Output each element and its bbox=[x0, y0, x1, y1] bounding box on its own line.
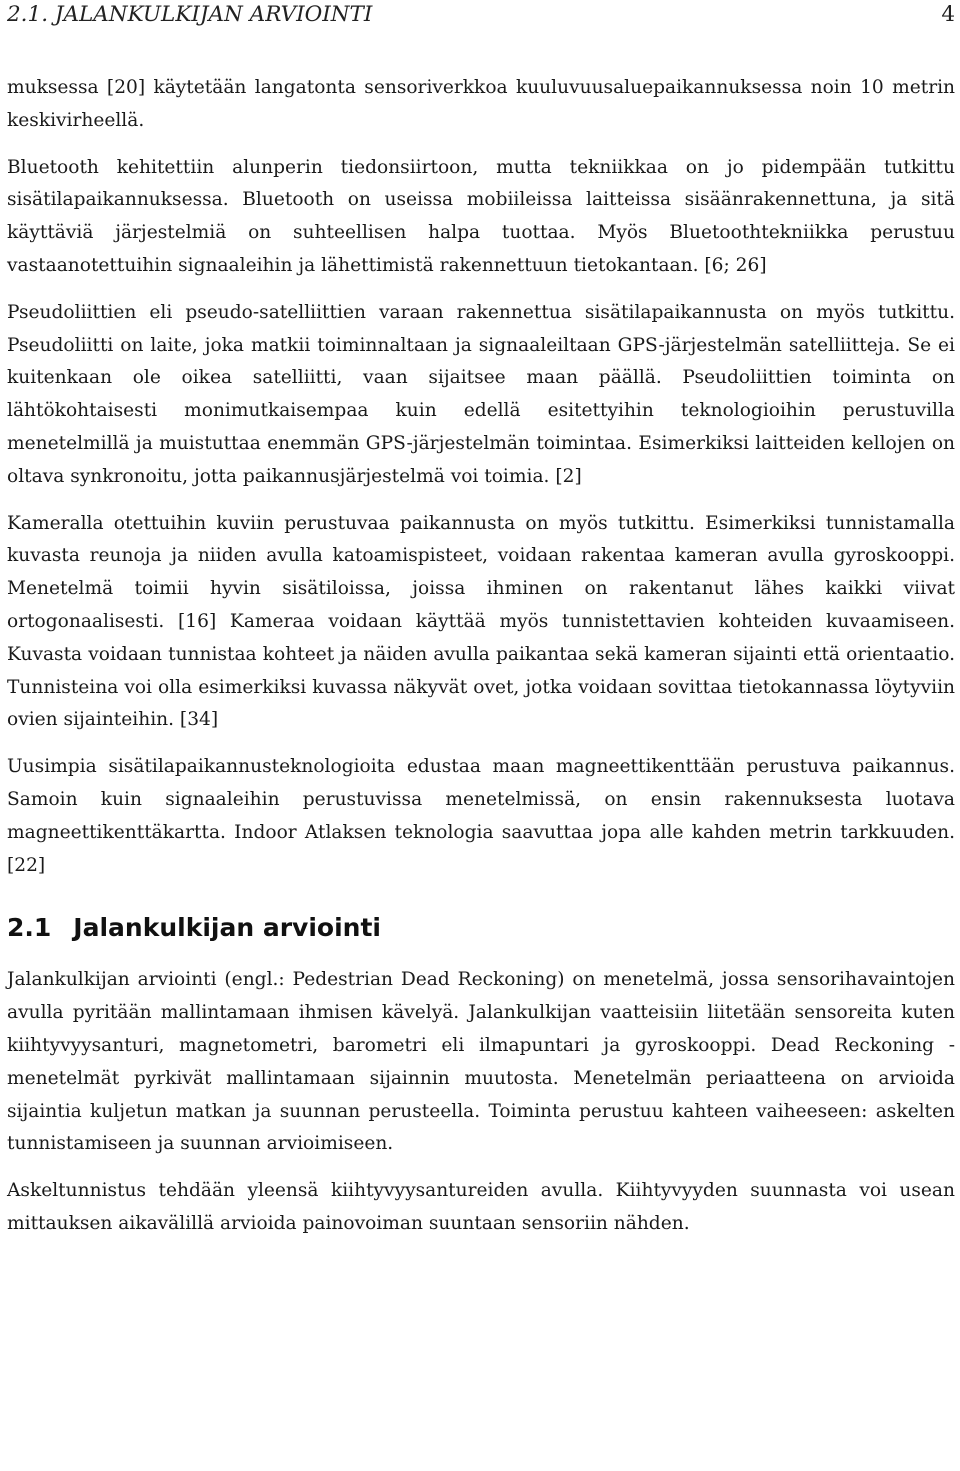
section-heading bbox=[7, 908, 955, 948]
paragraph: Uusimpia sisätilapaikannusteknologioita edustaa maan magneettikenttään perustuva paikannus. Samoin kuin signaaleihin perustuvissa menetelmissä, on ensin rakennuksesta luotava magneettikenttäkartta. Indoor Atlaksen teknologia saavuttaa jopa alle kahden metrin tarkkuuden. [22] bbox=[7, 756, 955, 876]
paragraph: muksessa [20] käytetään langatonta sensoriverkkoa kuuluvuusaluepaikannuksessa noin 10 metrin keskivirheellä. bbox=[7, 77, 955, 131]
paragraph: Pseudoliittien eli pseudo-satelliittien varaan rakennettua sisätilapaikannusta on myös tutkittu. Pseudoliitti on laite, joka matkii toiminnaltaan ja signaaleiltaan GPS-järjestelmän satelliitteja. Se ei kuitenkaan ole oikea satelliitti, vaan sijaitsee maan päällä. Pseudoliittien toiminta on lähtökohtaisesti monimutkaisempaa kuin edellä esitettyihin teknologioihin perustuvilla menetelmillä ja muistuttaa enemmän GPS-järjestelmän toimintaa. Esimerkiksi laitteiden kellojen on oltava synkronoitu, jotta paikannusjärjestelmä voi toimia. [2] bbox=[7, 301, 955, 487]
paragraph: Bluetooth kehitettiin alunperin tiedonsiirtoon, mutta tekniikkaa on jo pidempään tutkittu sisätilapaikannuksessa. Bluetooth on useissa mobiileissa laitteissa sisäänrakennettuna, ja sitä käyttäviä järjestelmiä on suhteellisen halpa tuottaa. Myös Bluetoothtekniikka perustuu vastaanotettuihin signaaleihin ja lähettimistä rakennettuun tietokantaan. [6; 26] bbox=[7, 156, 955, 276]
section-number: 2.1 bbox=[7, 913, 52, 943]
running-header-title: 2.1. JALANKULKIJAN ARVIOINTI bbox=[7, 2, 373, 27]
paragraph: Kameralla otettuihin kuviin perustuvaa paikannusta on myös tutkittu. Esimerkiksi tunnistamalla kuvasta reunoja ja niiden avulla katoamispisteet, voidaan rakentaa kameran avulla gyroskooppi. Menetelmä toimii hyvin sisätiloissa, joissa ihminen on rakentanut lähes kaikki viivat ortogonaalisesti. [16] Kameraa voidaan käyttää myös tunnistettavien kohteiden kuvaamiseen. Kuvasta voidaan tunnistaa kohteet ja näiden avulla paikantaa sekä kameran sijainti että orientaatio. Tunnisteina voi olla esimerkiksi kuvassa näkyvät ovet, jotka voidaan sovittaa tietokannassa löytyviin ovien sijainteihin. [34] bbox=[7, 512, 955, 731]
section-title: Jalankulkijan arviointi bbox=[73, 913, 381, 943]
document-body bbox=[7, 72, 955, 1255]
paragraph: Askeltunnistus tehdään yleensä kiihtyvyysantureiden avulla. Kiihtyvyyden suunnasta voi usean mittauksen aikavälillä arvioida painovoiman suuntaan sensoriin nähden. bbox=[7, 1180, 955, 1234]
page-number: 4 bbox=[941, 2, 955, 27]
paragraph: Jalankulkijan arviointi (engl.: Pedestrian Dead Reckoning) on menetelmä, jossa sensorihavaintojen avulla pyritään mallintamaan ihmisen kävelyä. Jalankulkijan vaatteisiin liitetään sensoreita kuten kiihtyvyysanturi, magnetometri, barometri eli ilmapuntari ja gyroskooppi. Dead Reckoning -menetelmät pyrkivät mallintamaan sijainnin muutosta. Menetelmän periaatteena on arvioida sijaintia kuljetun matkan ja suunnan perusteella. Toiminta perustuu kahteen vaiheeseen: askelten tunnistamiseen ja suunnan arvioimiseen. bbox=[7, 969, 955, 1155]
running-header bbox=[7, 2, 955, 28]
